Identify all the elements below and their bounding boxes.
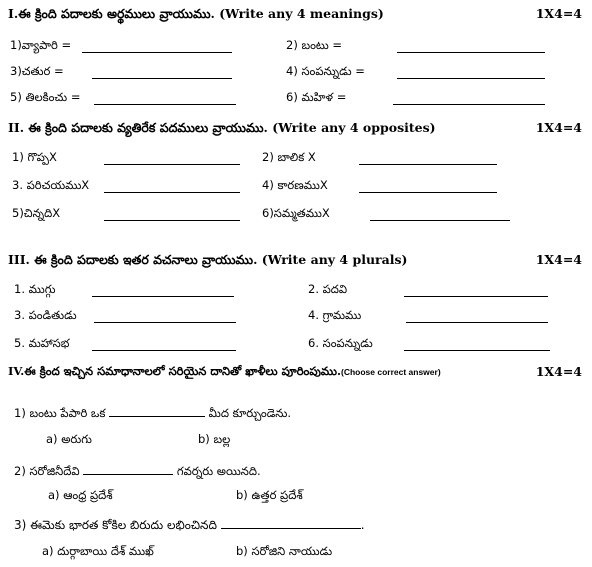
answer-blank[interactable] bbox=[92, 64, 232, 79]
question-2 bbox=[14, 462, 261, 481]
section-2-title-telugu: II. ఈ క్రింది పదాలకు వ్యతిరేక పదములు వ్రాయుము. bbox=[8, 120, 268, 135]
section-1-marks: 1X4=4 bbox=[535, 6, 582, 21]
section-1-row-3 bbox=[0, 90, 592, 108]
section-1-title-telugu: I.ఈ క్రింది పదాలకు అర్థములు వ్రాయుము. bbox=[8, 6, 215, 21]
section-2-title bbox=[8, 120, 582, 139]
item-label: 5) తిలకించు = bbox=[10, 90, 81, 104]
section-3-title bbox=[8, 252, 582, 271]
section-3-title-english: (Write any 4 plurals) bbox=[261, 252, 408, 267]
section-2-row-1 bbox=[0, 150, 592, 168]
question-2-text-before: 2) సరోజినీదేవి bbox=[14, 464, 80, 478]
section-3-row-2 bbox=[0, 308, 592, 326]
item-label: 5. మహాసభ bbox=[14, 336, 70, 350]
answer-blank[interactable] bbox=[404, 282, 548, 297]
item-label: 6)సమ్మతముX bbox=[262, 206, 330, 220]
item-label: 1. ముగ్గు bbox=[14, 282, 56, 296]
section-3-title-telugu: III. ఈ క్రింది పదాలకు ఇతర వచనాలు వ్రాయుము. bbox=[8, 252, 258, 267]
answer-blank[interactable] bbox=[359, 150, 497, 165]
item-label: 1) గొప్పX bbox=[12, 150, 57, 164]
question-2-text-after: గవర్నరు అయినది. bbox=[176, 464, 261, 478]
item-label: 6. సంపన్నుడు bbox=[308, 336, 373, 350]
answer-blank[interactable] bbox=[397, 64, 545, 79]
section-1-title-english: (Write any 4 meanings) bbox=[219, 6, 384, 21]
section-1-row-1 bbox=[0, 38, 592, 56]
item-label: 2) బంటు = bbox=[286, 38, 343, 52]
answer-blank[interactable] bbox=[404, 336, 550, 351]
question-1-text-after: మీద కూర్చుండెను. bbox=[208, 406, 291, 420]
answer-blank[interactable] bbox=[94, 90, 236, 105]
section-2-marks: 1X4=4 bbox=[535, 120, 582, 135]
answer-blank[interactable] bbox=[109, 404, 205, 417]
question-2-option-a[interactable]: a) ఆంధ్ర ప్రదేశ్ bbox=[48, 488, 113, 502]
section-3-marks: 1X4=4 bbox=[535, 252, 582, 267]
answer-blank[interactable] bbox=[397, 38, 545, 53]
answer-blank[interactable] bbox=[406, 308, 548, 323]
item-label: 4. గ్రామము bbox=[308, 308, 362, 322]
item-label: 3)చతుర = bbox=[10, 64, 64, 78]
item-label: 5)చిన్నదిX bbox=[12, 206, 61, 220]
question-3-option-b[interactable]: b) సరోజిని నాయుడు bbox=[236, 544, 333, 558]
section-3-row-3 bbox=[0, 336, 592, 354]
answer-blank[interactable] bbox=[104, 150, 240, 165]
item-label: 4) సంపన్నుడు = bbox=[286, 64, 365, 78]
answer-blank[interactable] bbox=[83, 462, 173, 475]
item-label: 3. పండితుడు bbox=[14, 308, 77, 322]
section-2-row-2 bbox=[0, 178, 592, 196]
question-1-option-b[interactable]: b) బల్ల bbox=[198, 432, 231, 446]
answer-blank[interactable] bbox=[104, 206, 240, 221]
question-1-option-a[interactable]: a) అరుగు bbox=[46, 432, 92, 446]
section-4-title-telugu: IV.ఈ క్రింద ఇచ్చిన సమాధానాలలో సరియైన దానితో ఖాళీలు పూరింపుము. bbox=[8, 364, 341, 378]
section-1-title bbox=[8, 6, 582, 25]
section-2-title-english: (Write any 4 opposites) bbox=[272, 120, 436, 135]
question-3-text-before: 3) ఈమెకు భారత కోకిల బిరుదు లభించినది bbox=[14, 518, 217, 532]
answer-blank[interactable] bbox=[92, 282, 234, 297]
answer-blank[interactable] bbox=[92, 336, 236, 351]
answer-blank[interactable] bbox=[359, 178, 497, 193]
answer-blank[interactable] bbox=[82, 38, 232, 53]
item-label: 3. పరిచయముX bbox=[12, 178, 90, 192]
item-label: 4) కారణముX bbox=[262, 178, 328, 192]
section-1-row-2 bbox=[0, 64, 592, 82]
answer-blank[interactable] bbox=[393, 90, 545, 105]
question-2-option-b[interactable]: b) ఉత్తర ప్రదేశ్ bbox=[236, 488, 303, 502]
question-1-text-before: 1) బంటు పేపారి ఒక bbox=[14, 406, 106, 420]
answer-blank[interactable] bbox=[221, 516, 361, 529]
section-4-title-english: (Choose correct answer) bbox=[340, 367, 441, 377]
question-1 bbox=[14, 404, 291, 423]
question-3-text-after: . bbox=[360, 518, 365, 532]
answer-blank[interactable] bbox=[370, 206, 510, 221]
section-4-marks: 1X4=4 bbox=[535, 364, 582, 379]
item-label: 6) మహిళ = bbox=[286, 90, 347, 104]
answer-blank[interactable] bbox=[94, 308, 236, 323]
answer-blank[interactable] bbox=[104, 178, 240, 193]
section-3-row-1 bbox=[0, 282, 592, 300]
section-2-row-3 bbox=[0, 206, 592, 224]
question-3 bbox=[14, 516, 365, 535]
section-4-title bbox=[8, 364, 582, 381]
item-label: 2. పదవి bbox=[308, 282, 348, 296]
item-label: 1)వ్యాపారి = bbox=[10, 38, 72, 52]
item-label: 2) బాలిక X bbox=[262, 150, 316, 164]
question-3-option-a[interactable]: a) దుర్గాబాయి దేశ్ ముఖ్ bbox=[42, 544, 154, 558]
